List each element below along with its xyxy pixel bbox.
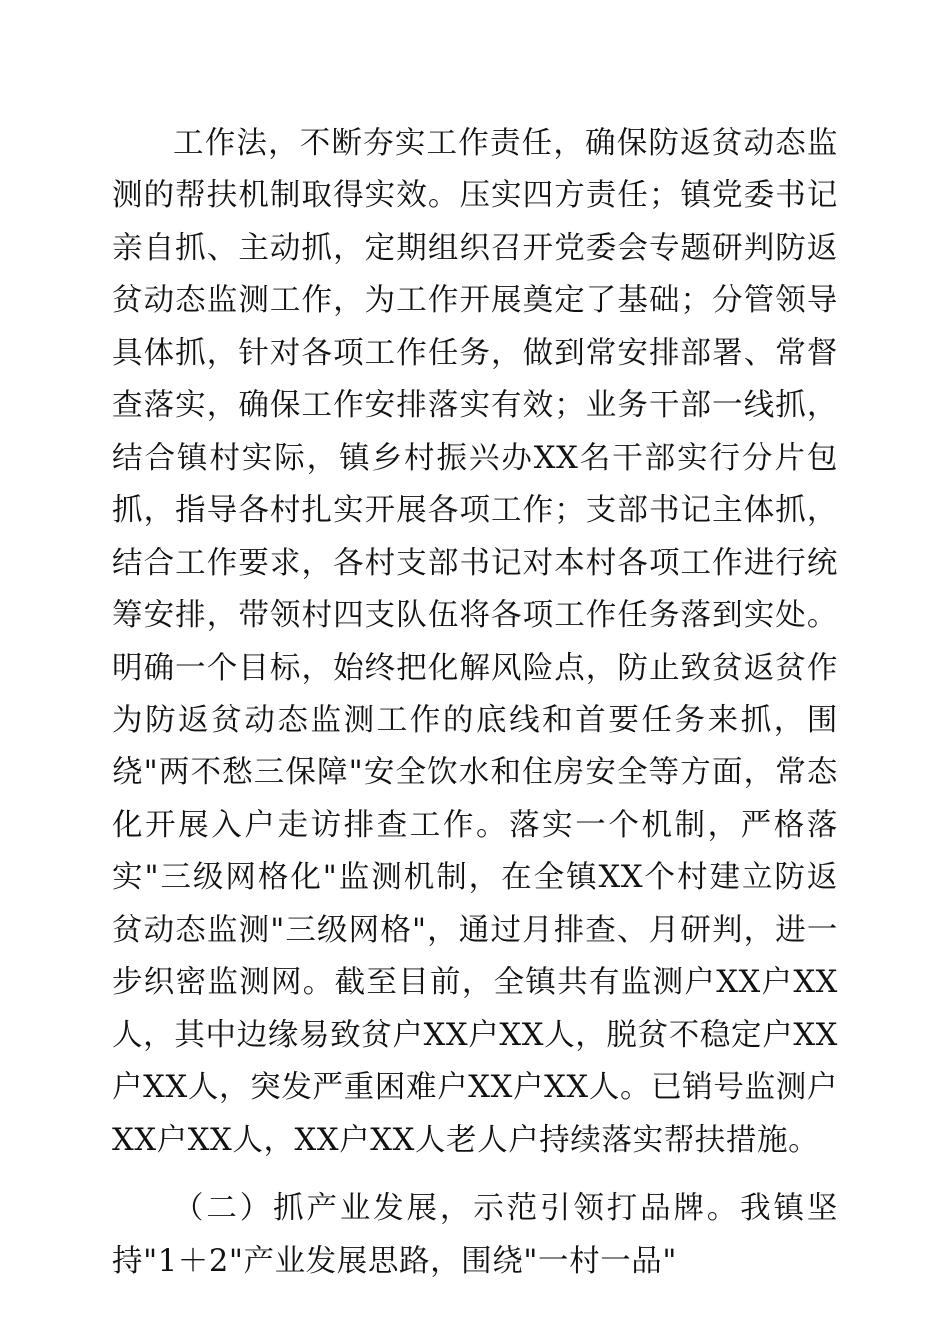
paragraph-2: （二）抓产业发展，示范引领打品牌。我镇坚持"1＋2"产业发展思路，围绕"一村一品" [112, 1191, 838, 1279]
paragraph-1: 工作法，不断夯实工作责任，确保防返贫动态监测的帮扶机制取得实效。压实四方责任；镇党委书记亲自抓、主动抓，定期组织召开党委会专题研判防返贫动态监测工作，为工作开展奠定了基础；分管领导具体抓，针对各项工作任务，做到常安排部署、常督查落实，确保工作安排落实有效；业务干部一线抓，结合镇村实际，镇乡村振兴办XX名干部实行分片包抓，指导各村扎实开展各项工作；支部书记主体抓，结合工作要求，各村支部书记对本村各项工作进行统筹安排，带领村四支队伍将各项工作任务落到实处。明确一个目标，始终把化解风险点，防止致贫返贫作为防返贫动态监测工作的底线和首要任务来抓，围绕"两不愁三保障"安全饮水和住房安全等方面，常态化开展入户走访排查工作。落实一个机制，严格落实"三级网格化"监测机制，在全镇XX个村建立防返贫动态监测"三级网格"，通过月排查、月研判，进一步织密监测网。截至目前，全镇共有监测户XX户XX人，其中边缘易致贫户XX户XX人，脱贫不稳定户XX户XX人，突发严重困难户XX户XX人。已销号监测户XX户XX人，XX户XX人老人户持续落实帮扶措施。 [112, 126, 838, 1158]
document-body [112, 118, 838, 1288]
